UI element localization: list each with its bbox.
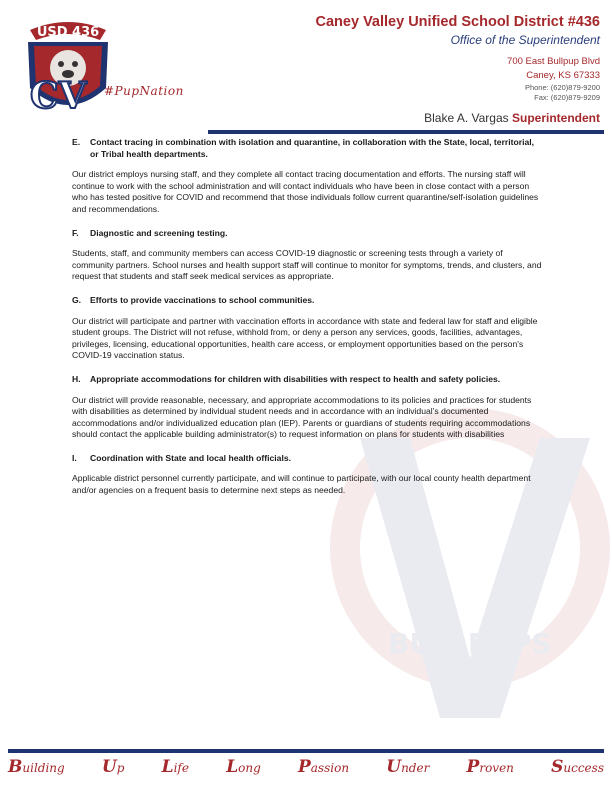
motto-word	[551, 757, 604, 777]
motto-word	[386, 757, 429, 777]
section-g	[72, 295, 542, 362]
section-heading	[72, 228, 542, 240]
superintendent	[424, 111, 600, 125]
section-i	[72, 453, 542, 497]
logo-monogram: CV	[30, 75, 87, 117]
section-e	[72, 137, 542, 216]
phone: Phone: (620)879-9200	[524, 83, 600, 92]
motto-initial: U	[386, 757, 402, 777]
section-title: Efforts to provide vaccinations to school communities.	[90, 294, 315, 305]
motto-initial: P	[297, 757, 311, 777]
motto-initial: P	[466, 757, 480, 777]
motto-word	[467, 757, 514, 777]
section-label: G.	[72, 294, 82, 305]
motto-initial: S	[551, 757, 564, 777]
motto-rest: nder	[401, 761, 430, 775]
section-paragraph: Our district will participate and partner with vaccination efforts in accordance with state and federal law for staff and eligible student groups. The District will not refuse, withhold from, or deny a person any services, goods, facilities, advantages, privileges, licensing, educational opportunities, health care access, or employment opportunities based on the person's COVID-19 vaccination status.	[72, 315, 538, 361]
section-title: Coordination with State and local health officials.	[90, 452, 292, 463]
watermark-text: BULLPUPS	[388, 627, 552, 660]
motto-word	[226, 757, 261, 777]
section-heading	[72, 453, 542, 465]
fax: Fax: (620)879-9209	[534, 93, 600, 102]
footer-rule	[8, 749, 604, 753]
office-title: Office of the Superintendent	[450, 33, 600, 47]
section-heading	[72, 137, 542, 160]
section-label: I.	[72, 452, 77, 463]
section-title: Contact tracing in combination with isolation and quarantine, in collaboration with the State, local, territorial, or Tribal health departments.	[90, 137, 535, 159]
address-line2: Caney, KS 67333	[526, 70, 600, 81]
section-title: Diagnostic and screening testing.	[90, 227, 228, 238]
superintendent-name: Blake A. Vargas	[424, 111, 509, 125]
logo-badge-text: USD 436	[36, 25, 100, 40]
motto-rest: roven	[479, 761, 514, 775]
motto-initial: B	[8, 757, 23, 777]
section-heading	[72, 295, 542, 307]
motto-initial: L	[161, 757, 174, 777]
section-heading	[72, 374, 542, 386]
section-paragraph: Applicable district personnel currently participate, and will continue to participate, with our local county health department and/or agencies on a frequent basis to determine next steps as needed.	[72, 473, 531, 496]
motto-rest: assion	[310, 761, 350, 775]
motto-initial: L	[226, 757, 239, 777]
section-h	[72, 374, 542, 441]
district-name: Caney Valley Unified School District #436	[315, 14, 600, 30]
motto-word	[162, 757, 189, 777]
section-paragraph: Our district employs nursing staff, and they complete all contact tracing documentation and efforts. The nursing staff will continue to work with the school administration and will contact individuals who have been in close contact with a person who has tested positive for COVID and recommend that those individuals follow current quarantine/self-isolation guidelines and recommendations.	[72, 169, 539, 214]
header-rule	[208, 130, 604, 134]
section-paragraph: Students, staff, and community members can access COVID-19 diagnostic or screening tests through a variety of community partners. School nurses and health support staff will continue to monitor for symptoms, trends, and clusters, and request that students and staff seek medical services as appropriate.	[72, 248, 542, 282]
motto-rest: ife	[173, 761, 189, 775]
superintendent-title: Superintendent	[511, 111, 600, 125]
motto-initial: U	[101, 757, 117, 777]
letterhead	[316, 14, 600, 103]
district-logo	[8, 10, 198, 125]
section-label: E.	[72, 137, 81, 147]
motto-rest: ong	[238, 761, 261, 775]
section-paragraph: Our district will provide reasonable, necessary, and appropriate accommodations to its policies and practices for students with disabilities as determined by individual student needs and in accordance with an individual’s documented accommodations and/or individualized education plan (IEP). Parents or guardians of students requiring accommodations should contact the applicable building administrator(s) to request information on plans for students with disabilities	[72, 394, 532, 440]
section-title: Appropriate accommodations for children with disabilities with respect to health and safety policies.	[90, 373, 501, 384]
address-line1: 700 East Bullpup Blvd	[507, 56, 600, 67]
section-label: F.	[72, 227, 79, 238]
document-body	[72, 137, 542, 509]
section-label: H.	[72, 373, 81, 384]
motto-rest: p	[116, 761, 125, 775]
motto-word	[8, 757, 65, 777]
motto-rest: uilding	[22, 761, 65, 775]
motto-word	[298, 757, 349, 777]
motto-rest: uccess	[563, 761, 604, 775]
motto-word	[102, 757, 125, 777]
section-f	[72, 228, 542, 283]
footer-motto	[8, 757, 604, 777]
hashtag: #PupNation	[104, 84, 184, 98]
